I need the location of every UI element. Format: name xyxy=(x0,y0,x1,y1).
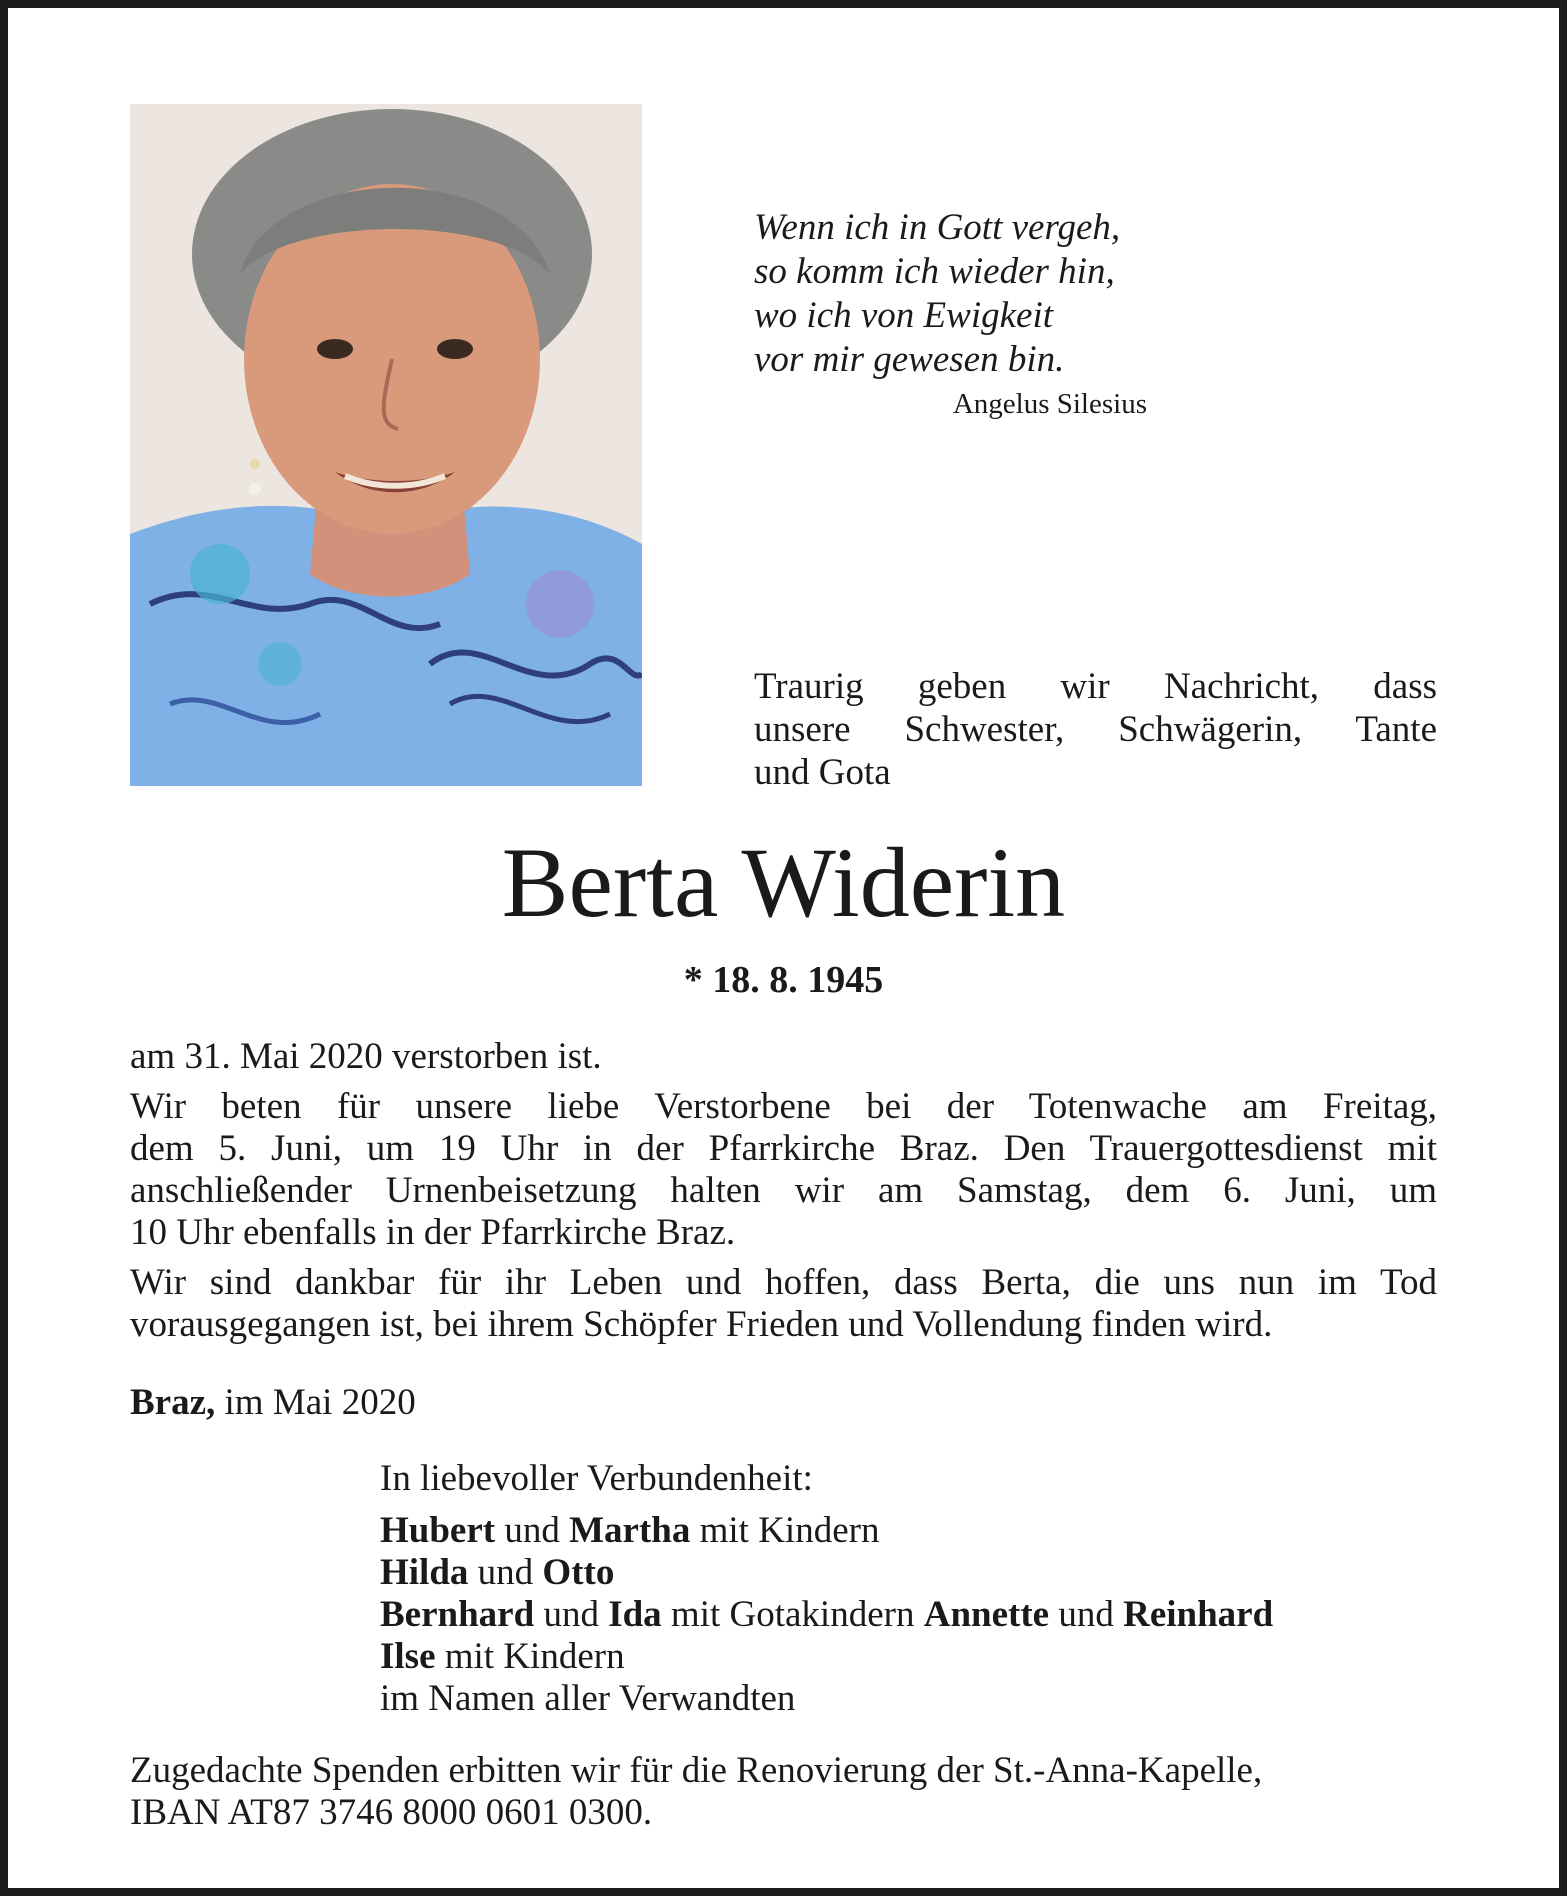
family-name: Martha xyxy=(569,1510,691,1551)
paragraph-line: dem 5. Juni, um 19 Uhr in der Pfarrkirche Braz. Den Trauergottesdienst mit xyxy=(130,1128,1437,1169)
intro-line: und Gota xyxy=(754,752,891,793)
family-row xyxy=(380,1594,1437,1636)
conjunction: und xyxy=(477,1552,534,1593)
family-note: mit Gotakindern xyxy=(670,1594,915,1635)
family-note: mit Kindern xyxy=(699,1510,880,1551)
conjunction: und xyxy=(504,1510,560,1551)
family-name: Ilse xyxy=(380,1636,436,1677)
conjunction: und xyxy=(1058,1594,1114,1635)
death-line-block xyxy=(130,1036,1437,1078)
death-line: am 31. Mai 2020 verstorben ist. xyxy=(130,1036,602,1077)
family-row xyxy=(380,1552,1437,1594)
signoff xyxy=(380,1458,1437,1720)
date: im Mai 2020 xyxy=(224,1382,416,1423)
place: Braz, xyxy=(130,1382,216,1423)
intro-line: unsere Schwester, Schwägerin, Tante xyxy=(754,709,1437,750)
family-name: Reinhard xyxy=(1123,1594,1274,1635)
paragraph-line: anschließender Urnenbeisetzung halten wir am Samstag, dem 6. Juni, um xyxy=(130,1170,1437,1211)
portrait-photo xyxy=(130,104,642,786)
family-note: mit Kindern xyxy=(444,1636,625,1677)
signoff-lead: In liebevoller Verbundenheit: xyxy=(380,1458,813,1499)
family-name: Bernhard xyxy=(380,1594,535,1635)
deceased-name: Berta Widerin xyxy=(501,827,1066,938)
paragraph-line: 10 Uhr ebenfalls in der Pfarrkirche Braz. xyxy=(130,1212,736,1253)
signoff-closing: im Namen aller Verwandten xyxy=(380,1678,796,1719)
quote-line: Wenn ich in Gott vergeh, xyxy=(754,207,1121,248)
family-row xyxy=(380,1510,1437,1552)
family-name: Ida xyxy=(608,1594,662,1635)
paragraph-line: Wir beten für unsere liebe Verstorbene bei der Totenwache am Freitag, xyxy=(130,1086,1437,1127)
quote-line: wo ich von Ewigkeit xyxy=(754,295,1054,336)
donation-note xyxy=(130,1750,1437,1834)
gratitude-paragraph xyxy=(130,1262,1437,1346)
birth-date: * 18. 8. 1945 xyxy=(683,959,884,1001)
family-row xyxy=(380,1636,1437,1678)
paragraph-line: Wir sind dankbar für ihr Leben und hoffen, dass Berta, die uns nun im Tod xyxy=(130,1262,1437,1303)
family-name: Annette xyxy=(923,1594,1050,1635)
family-name: Otto xyxy=(542,1552,615,1593)
family-name: Hubert xyxy=(380,1510,496,1551)
conjunction: und xyxy=(543,1594,599,1635)
intro-text xyxy=(754,665,1437,794)
place-date xyxy=(130,1382,1437,1424)
ceremony-paragraph xyxy=(130,1086,1437,1254)
family-name: Hilda xyxy=(380,1552,469,1593)
paragraph-line: vorausgegangen ist, bei ihrem Schöpfer Frieden und Vollendung finden wird. xyxy=(130,1304,1273,1345)
quote-line: so komm ich wieder hin, xyxy=(754,251,1115,292)
intro-line: Traurig geben wir Nachricht, dass xyxy=(754,666,1437,707)
donation-line: Zugedachte Spenden erbitten wir für die Renovierung der St.-Anna-Kapelle, xyxy=(130,1750,1263,1791)
iban-line: IBAN AT87 3746 8000 0601 0300. xyxy=(130,1792,653,1833)
quote-author: Angelus Silesius xyxy=(952,388,1147,420)
quote xyxy=(754,206,1154,382)
quote-line: vor mir gewesen bin. xyxy=(754,339,1065,380)
